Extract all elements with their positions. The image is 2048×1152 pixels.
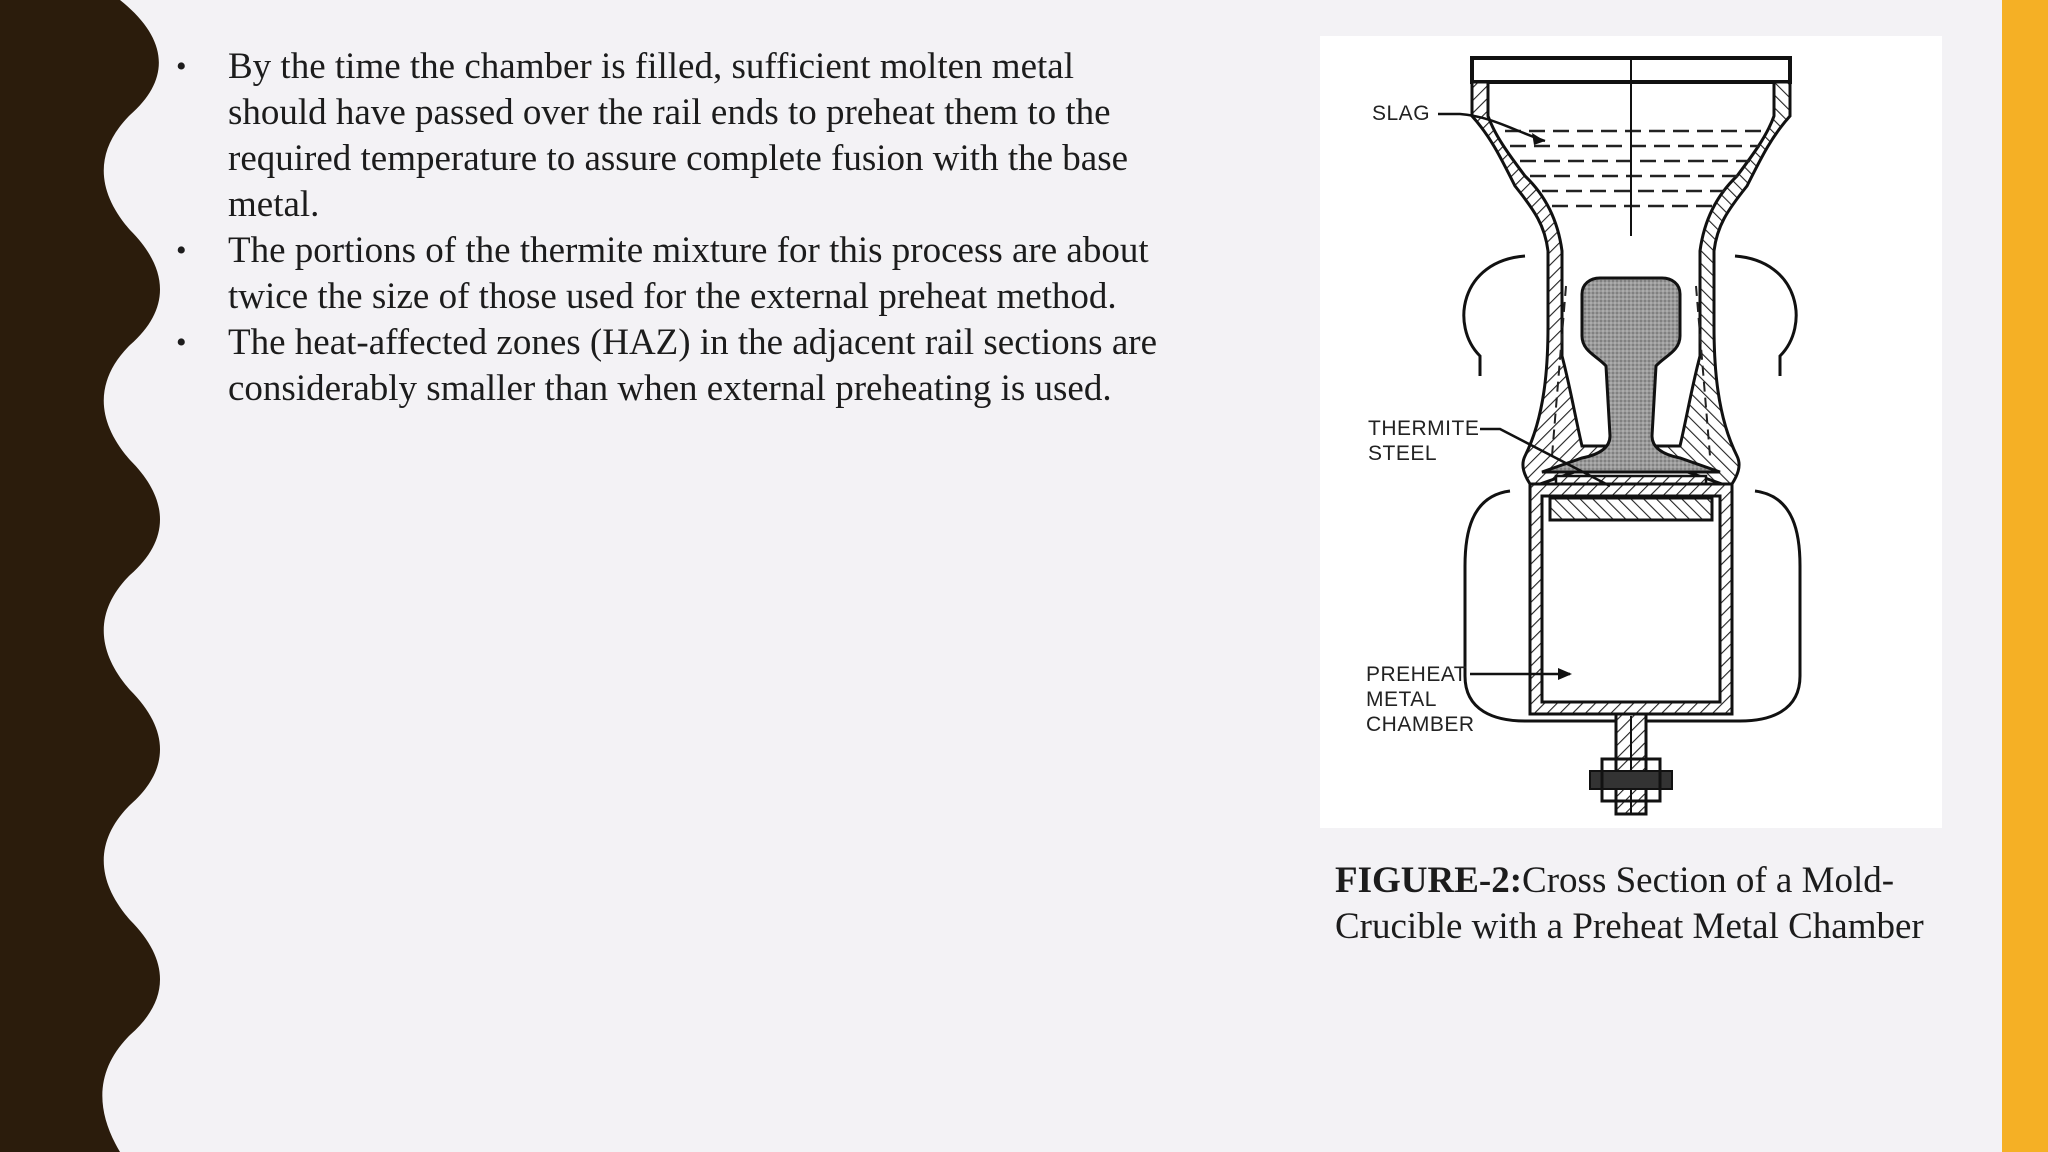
wave-band-decoration [0,0,160,1152]
bullet-text: The portions of the thermite mixture for this process are about twice the size of those used for the external preheat method. [228,230,1149,317]
figure-image [1320,36,1942,828]
label-preheat-line2: METAL [1366,688,1437,711]
bullet-item [176,228,1176,320]
bullet-symbol: • [176,326,187,359]
label-preheat-line3: CHAMBER [1366,713,1475,736]
arrow-preheat [1558,668,1572,680]
mold-crucible-diagram [1320,36,1942,828]
bullet-text: The heat-affected zones (HAZ) in the adjacent rail sections are considerably smaller than when external preheating is used. [228,322,1157,409]
accent-bar [2002,0,2048,1152]
mold-outer-lobe [1464,256,1525,376]
figure-caption [1335,858,1935,950]
caption-text: Cross Section of a Mold-Crucible with a Preheat Metal Chamber [1335,860,1924,947]
bullet-symbol: • [176,50,187,83]
bullet-item [176,320,1176,412]
chamber-housing [1465,491,1800,721]
bullet-list [176,44,1176,412]
mold-outer-lobe [1735,256,1796,376]
label-thermite-steel-line1: THERMITE [1368,417,1480,440]
label-preheat-line1: PREHEAT [1366,663,1468,686]
bullet-symbol: • [176,234,187,267]
bullet-item [176,44,1176,228]
label-slag: SLAG [1372,102,1431,125]
arrow-slag [1532,133,1545,145]
caption-label: FIGURE-2: [1335,860,1523,901]
chamber-plate [1550,498,1712,520]
bullet-text: By the time the chamber is filled, sufficient molten metal should have passed over the rail ends to preheat them to the required temperature to assure complete fusion with the base metal. [228,46,1129,225]
label-thermite-steel-line2: STEEL [1368,442,1438,465]
